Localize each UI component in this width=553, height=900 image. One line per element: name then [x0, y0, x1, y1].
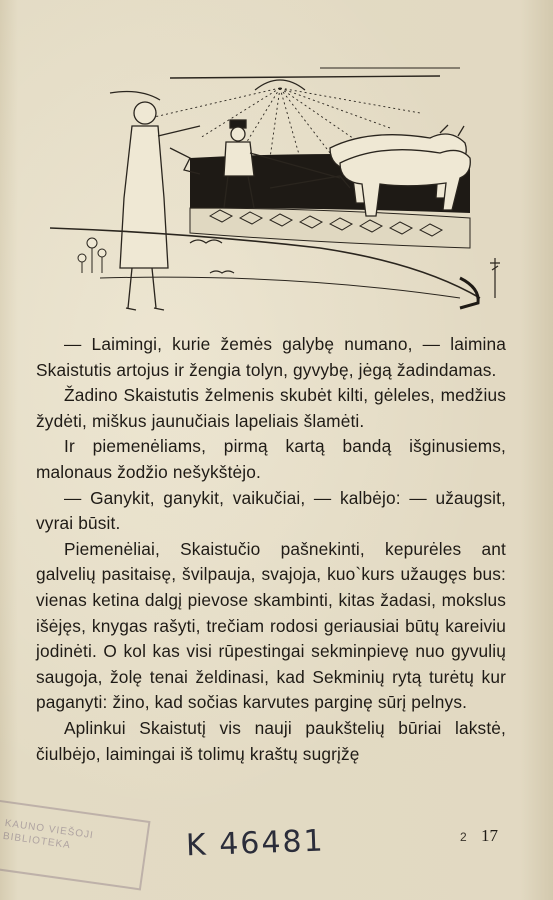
paragraph: Žadino Skaistutis želmenis skubėt kilti, gėleles, medžius žydėti, miškus jaunučiais lapeliais šlamėti. [36, 385, 506, 431]
plowing-illustration [40, 58, 515, 320]
flowers [78, 238, 106, 273]
birds [190, 240, 234, 273]
paragraph: — Ganykit, ganykit, vaikučiai, — kalbėjo: — užaugsit, vyrai būsit. [36, 487, 506, 534]
paragraph: — Laimingi, kurie žemės galybę numano, — laimina Skaistutis artojus ir žengia tolyn, gyvybę, jėgą žadindamas. [36, 334, 506, 380]
page-text [36, 332, 506, 767]
furrows [190, 208, 470, 248]
stamp-text: KAUNO VIEŠOJI BIBLIOTEKA [2, 817, 95, 852]
inventory-number: K 46481 [185, 823, 326, 864]
paragraph: Ir piemenėliams, pirmą kartą bandą išginusiems, malonaus žodžio nešykštėjo. [36, 436, 506, 482]
paragraph: Aplinkui Skaistutį vis nauji paukštelių būriai lakstė, čiulbėjo, laimingai iš tolimų kraštų sugrįžę [36, 717, 506, 764]
page-number: 17 [481, 826, 498, 845]
signature-mark: 2 [460, 830, 467, 844]
library-stamp [0, 800, 151, 890]
paragraph: Piemenėliai, Skaistučio pašnekinti, kepurėles ant galvelių pasitaisę, švilpauja, svajoja, kuo`kurs užaugęs bus: vienas ketina dalgį pievose skambinti, kitas žadasi, mokslus išėjęs, knygas rašyti, trečiam rodosi geriausiai būtų kareiviu jodinėti. O kol kas visi rūpestingai sekminpievę nuo gyvulių saugoja, žolę tenai želdinasi, kad Sekminių rytą turėtų kur paganyti: žino, kad sočias karvutes parginę sūrį pelnys. [36, 538, 506, 713]
